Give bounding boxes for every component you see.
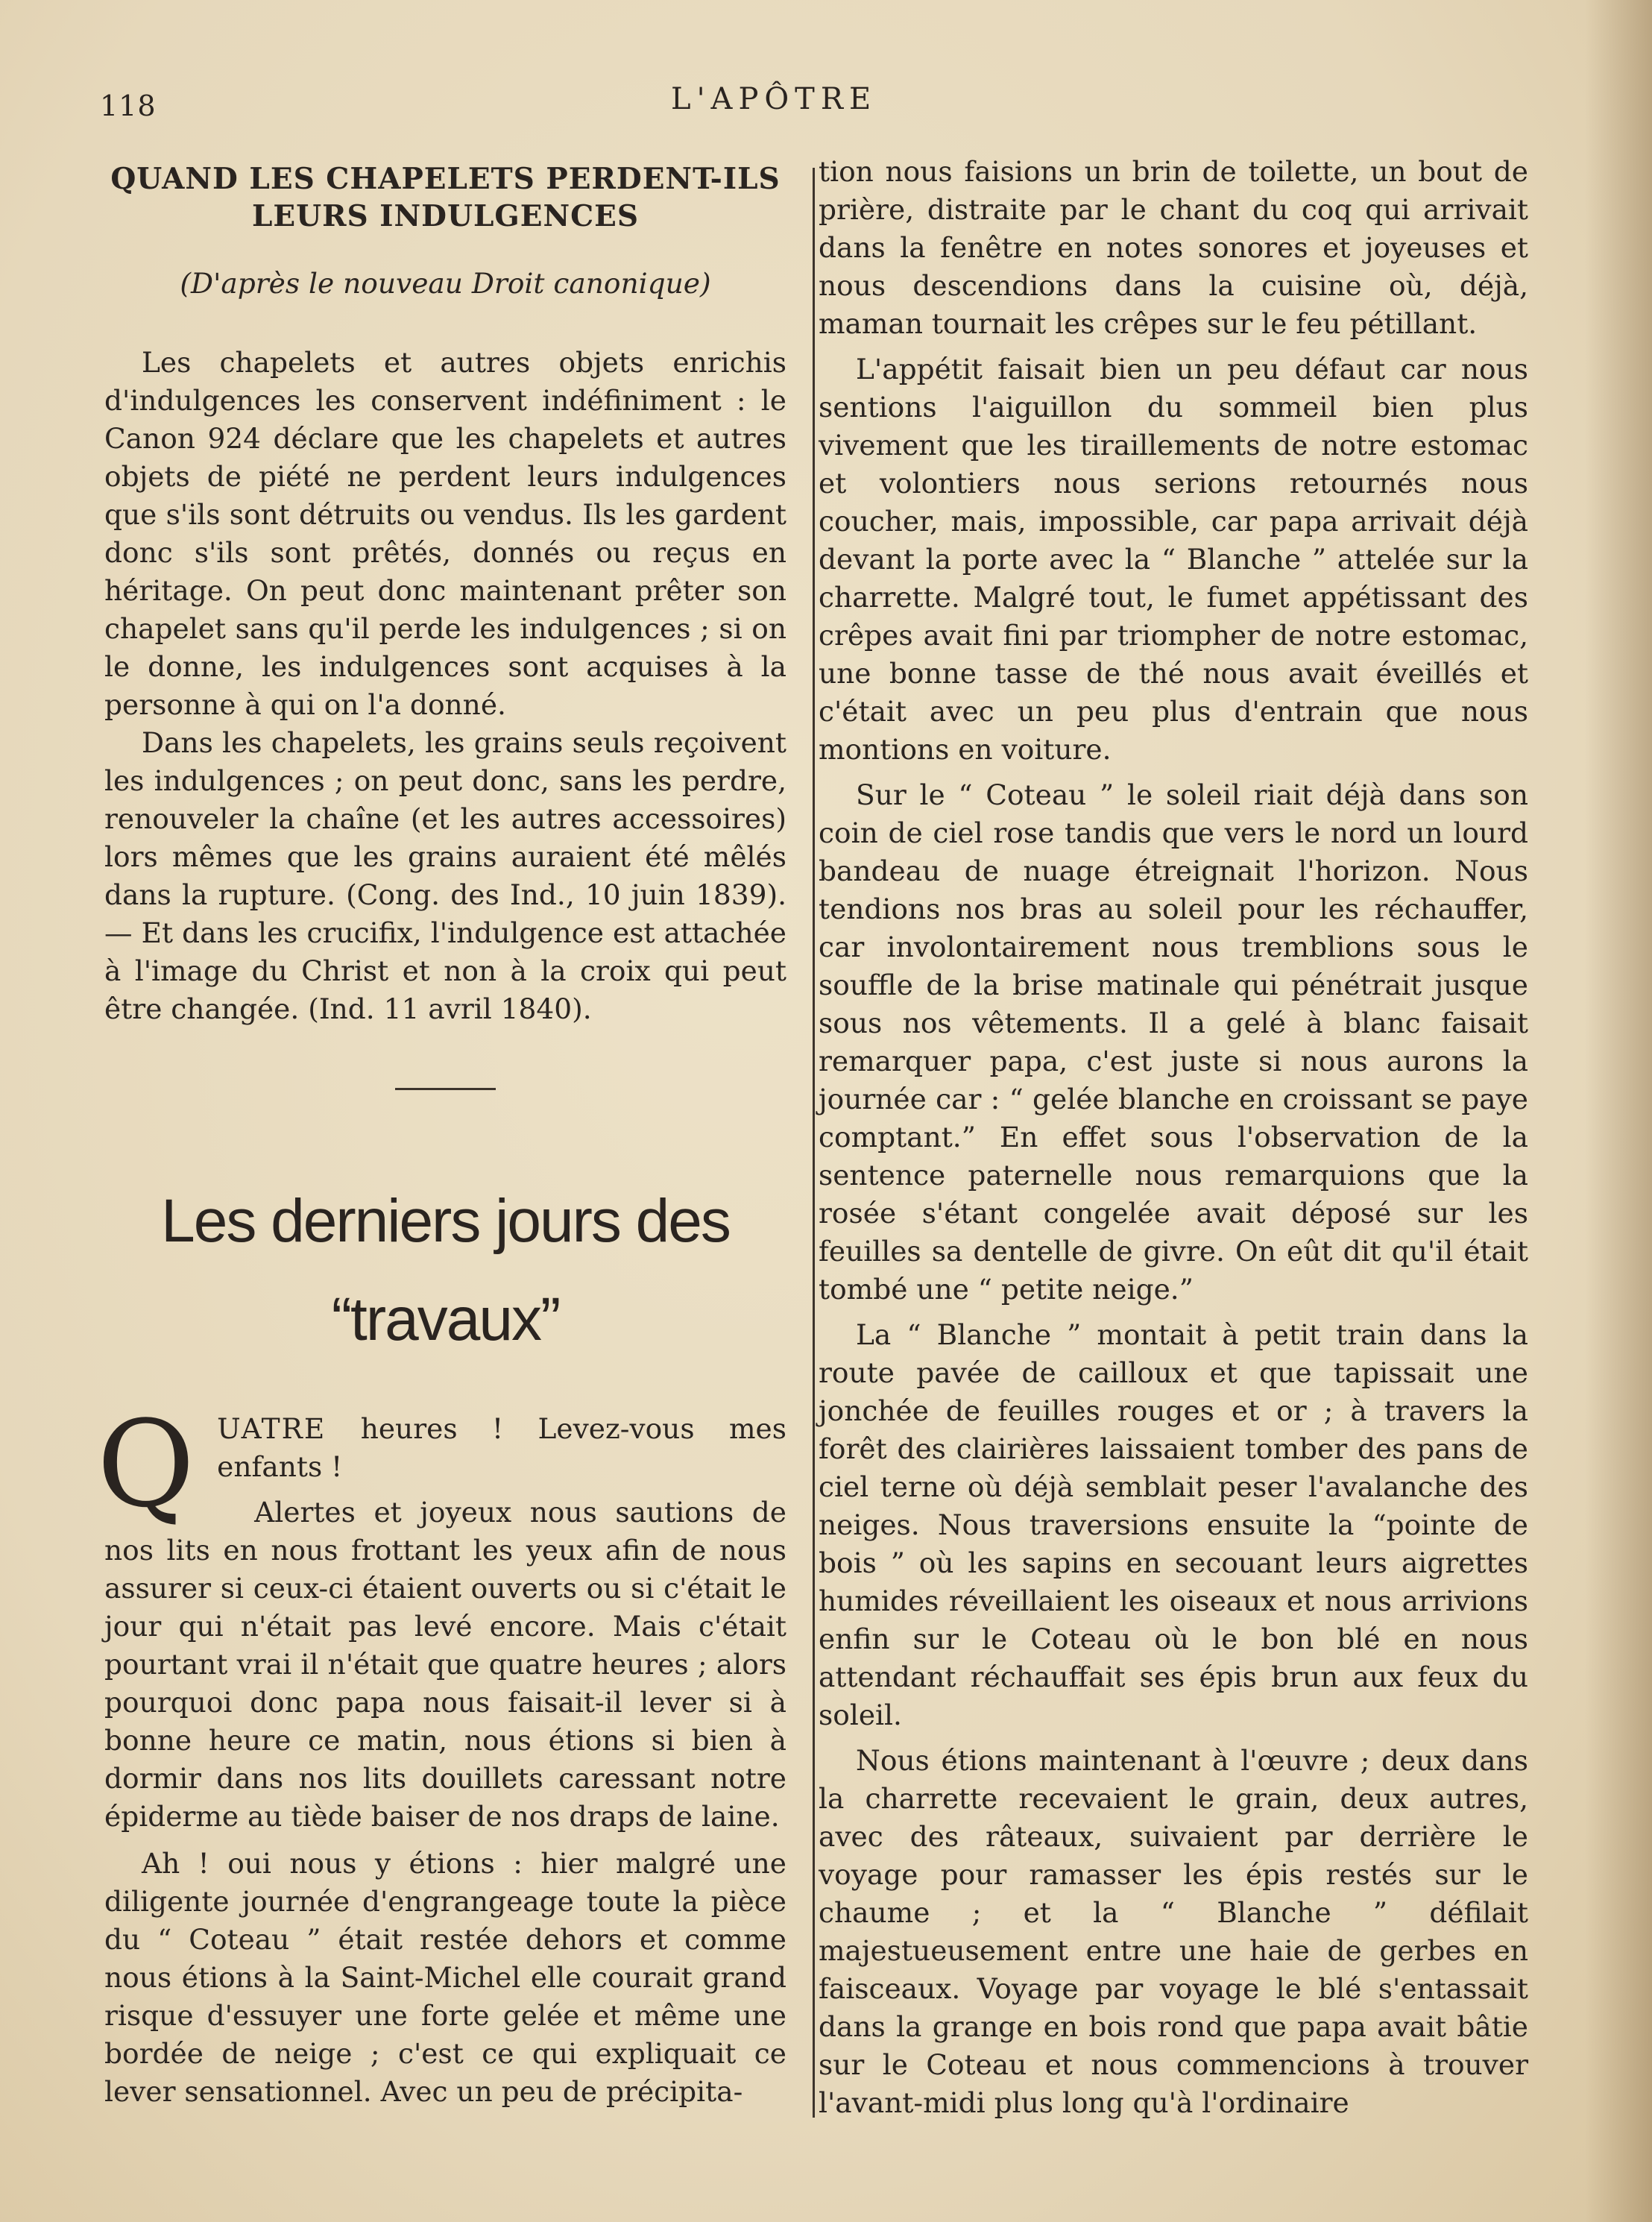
right-column xyxy=(819,153,1528,2130)
section-separator xyxy=(395,1088,496,1090)
article2-paragraph: Sur le “ Coteau ” le soleil riait déjà dans son coin de ciel rose tandis que vers le nord un lourd bandeau de nuage étreignait l'horizon. Nous tendions nos bras au soleil pour les réchauffer, car involontairement nous tremblions sous le souffle de la brise matinale qui pénétrait jusque sous nos vêtements. Il a gelé à blanc faisait remarquer papa, c'est juste si nous aurons la journée car : “ gelée blanche en croissant se paye comptant.” En effet sous l'observation de la sentence paternelle nous remarquions que la rosée s'étant congelée avait déposé sur les feuilles sa dentelle de givre. On eût dit qu'il était tombé une “ petite neige.” xyxy=(819,778,1528,1306)
drop-cap-letter: Q xyxy=(97,1394,195,1534)
article2-paragraph: L'appétit faisait bien un peu défaut car nous sentions l'aiguillon du sommeil bien plus vivement que les tiraillements de notre estomac et volontiers nous serions retournés nous coucher, mais, impossible, car papa arrivait déjà devant la porte avec la “ Blanche ” attelée sur la charrette. Malgré tout, le fumet appétissant des crêpes avait fini par triompher de notre estomac, une bonne tasse de thé nous avait éveillés et c'était avec un peu plus d'entrain que nous montions en voiture. xyxy=(819,353,1528,766)
page-number: 118 xyxy=(100,89,157,122)
article1-paragraph: Les chapelets et autres objets enrichis d'indulgences les conservent indéfiniment : le Canon 924 déclare que les chapelets et autres objets de piété ne perdent leurs indulgences que s'ils sont détruits ou vendus. Ils les gardent donc s'ils sont prêtés, donnés ou reçus en héritage. On peut donc maintenant prêter son chapelet sans qu'il perde les indulgences ; si on le donne, les indulgences sont acquises à la personne à qui on l'a donné. xyxy=(104,346,786,721)
article-title-line1: Les derniers jours des xyxy=(161,1187,730,1255)
article2-paragraph: La “ Blanche ” montait à petit train dans la route pavée de cailloux et que tapissait une jonchée de feuilles rouges et or ; à travers la forêt des clairières laissaient tomber des pans de ciel terne où déjà semblait peser l'avalanche des neiges. Nous traversions ensuite la “pointe de bois ” où les sapins en secouant leurs aigrettes humides réveillaient les oiseaux et nous arrivions enfin sur le Coteau où le bon blé en nous attendant réchauffait ses épis brun aux feux du soleil. xyxy=(819,1318,1528,1731)
lead-rest: heures ! Levez-vous mes enfants ! xyxy=(217,1412,786,1483)
article2-paragraph: Alertes et joyeux nous sautions de nos lits en nous frottant les yeux afin de nous assurer si ceux-ci étaient ouverts ou si c'était le jour qui n'était pas levé encore. Mais c'était pourtant vrai il n'était que quatre heures ; alors pourquoi donc papa nous faisait-il lever si à bonne heure ce matin, nous étions si bien à dormir dans nos lits douillets caressant notre épiderme au tiède baiser de nos draps de laine. xyxy=(104,1496,786,1833)
journal-title: L'APÔTRE xyxy=(671,82,877,116)
page-edge-shadow xyxy=(1585,0,1652,2222)
article2-lead xyxy=(104,1410,786,1486)
column-divider xyxy=(813,168,815,2118)
article-subtitle: (D'après le nouveau Droit canonique) xyxy=(180,267,711,300)
left-column xyxy=(97,153,786,2111)
article-title-line2: “travaux” xyxy=(331,1285,560,1353)
article1-paragraph: Dans les chapelets, les grains seuls reçoivent les indulgences ; on peut donc, sans les perdre, renouveler la chaîne (et les autres accessoires) lors mêmes que les grains auraient été mêlés dans la rupture. (Cong. des Ind., 10 juin 1839).— Et dans les crucifix, l'indulgence est attachée à l'image du Christ et non à la croix qui peut être changée. (Ind. 11 avril 1840). xyxy=(104,726,786,1025)
article-title-chapelets: QUAND LES CHAPELETS PERDENT-ILS LEURS INDULGENCES xyxy=(110,162,781,233)
article2-paragraph: Nous étions maintenant à l'œuvre ; deux dans la charrette recevaient le grain, deux autres, avec des râteaux, suivaient par derrière le voyage pour ramasser les épis restés sur le chaume ; et la “ Blanche ” défilait majestueusement entre une haie de gerbes en faisceaux. Voyage par voyage le blé s'entassait dans la grange en bois rond que papa avait bâtie sur le Coteau et nous commencions à trouver l'avant-midi plus long qu'à l'ordinaire xyxy=(819,1744,1528,2119)
article-title-derniers-jours xyxy=(104,1172,786,1369)
article2-opening xyxy=(97,1394,786,2111)
article2-paragraph: Ah ! oui nous y étions : hier malgré une diligente journée d'engrangeage toute la pièce du “ Coteau ” était restée dehors et comme nous étions à la Saint-Michel elle courait grand risque d'essuyer une forte gelée et même une bordée de neige ; c'est ce qui expliquait ce lever sensationnel. Avec un peu de précipita- xyxy=(104,1847,786,2108)
article2-paragraph: tion nous faisions un brin de toilette, un bout de prière, distraite par le chant du coq qui arrivait dans la fenêtre en notes sonores et joyeuses et nous descendions dans la cuisine où, déjà, maman tournait les crêpes sur le feu pétillant. xyxy=(819,155,1528,340)
lead-smallcaps: UATRE xyxy=(217,1412,327,1445)
